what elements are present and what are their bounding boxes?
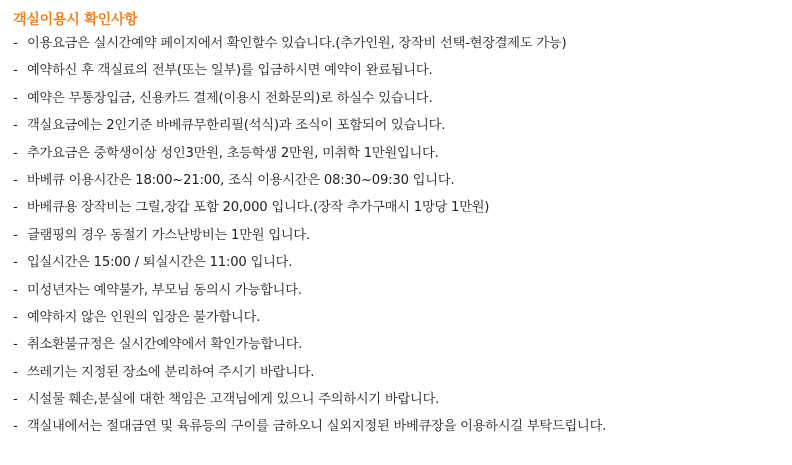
bullet-dash: - [13, 63, 18, 79]
list-item-text: 미성년자는 예약불가, 부모님 동의시 가능합니다. [27, 282, 302, 298]
bullet-dash: - [13, 255, 18, 271]
list-item-text: 쓰레기는 지정된 장소에 분리하여 주시기 바랍니다. [27, 364, 315, 380]
bullet-dash: - [13, 227, 18, 243]
list-item-text: 예약하신 후 객실료의 전부(또는 일부)를 입금하시면 예약이 완료됩니다. [27, 63, 433, 79]
list-item-text: 취소환불규정은 실시간예약에서 확인가능합니다. [27, 337, 303, 353]
list-item-text: 시설물 훼손,분실에 대한 책임은 고객님에게 있으니 주의하시기 바랍니다. [27, 392, 440, 408]
list-item [13, 140, 792, 167]
bullet-dash: - [13, 419, 18, 435]
list-item-text: 글램핑의 경우 동절기 가스난방비는 1만원 입니다. [27, 227, 310, 243]
list-item-text: 객실요금에는 2인기준 바베큐무한리필(석식)과 조식이 포함되어 있습니다. [27, 118, 446, 134]
bullet-dash: - [13, 309, 18, 325]
bullet-dash: - [13, 337, 18, 353]
bullet-dash: - [13, 145, 18, 161]
bullet-dash: - [13, 392, 18, 408]
list-item [13, 30, 792, 57]
list-item [13, 304, 792, 331]
list-item [13, 249, 792, 276]
list-item [13, 222, 792, 249]
section-title: 객실이용시 확인사항 [13, 12, 138, 28]
list-item-text: 추가요금은 중학생이상 성인3만원, 초등학생 2만원, 미취학 1만원입니다. [27, 145, 439, 161]
list-item [13, 57, 792, 84]
notice-list [13, 30, 792, 441]
bullet-dash: - [13, 118, 18, 134]
bullet-dash: - [13, 282, 18, 298]
list-item [13, 331, 792, 358]
list-item [13, 167, 792, 194]
list-item [13, 112, 792, 139]
list-item-text: 예약은 무통장입금, 신용카드 결제(이용시 전화문의)로 하실수 있습니다. [27, 90, 433, 106]
list-item-text: 바베큐 이용시간은 18:00~21:00, 조식 이용시간은 08:30~09:30 입니다. [27, 172, 455, 188]
list-item [13, 386, 792, 413]
list-item [13, 194, 792, 221]
list-item-text: 바베큐용 장작비는 그릴,장갑 포함 20,000 입니다.(장작 추가구매시 1망당 1만원) [27, 200, 490, 216]
list-item [13, 413, 792, 440]
list-item [13, 359, 792, 386]
list-item-text: 객실내에서는 절대금연 및 육류등의 구이를 금하오니 실외지정된 바베큐장을 이용하시길 부탁드립니다. [27, 419, 607, 435]
list-item-text: 예약하지 않은 인원의 입장은 불가합니다. [27, 309, 261, 325]
bullet-dash: - [13, 200, 18, 216]
bullet-dash: - [13, 90, 18, 106]
list-item-text: 입실시간은 15:00 / 퇴실시간은 11:00 입니다. [27, 255, 293, 271]
list-item-text: 이용요금은 실시간예약 페이지에서 확인할수 있습니다.(추가인원, 장작비 선택-현장결제도 가능) [27, 36, 567, 51]
bullet-dash: - [13, 364, 18, 380]
bullet-dash: - [13, 36, 18, 51]
list-item [13, 277, 792, 304]
list-item [13, 85, 792, 112]
bullet-dash: - [13, 172, 18, 188]
